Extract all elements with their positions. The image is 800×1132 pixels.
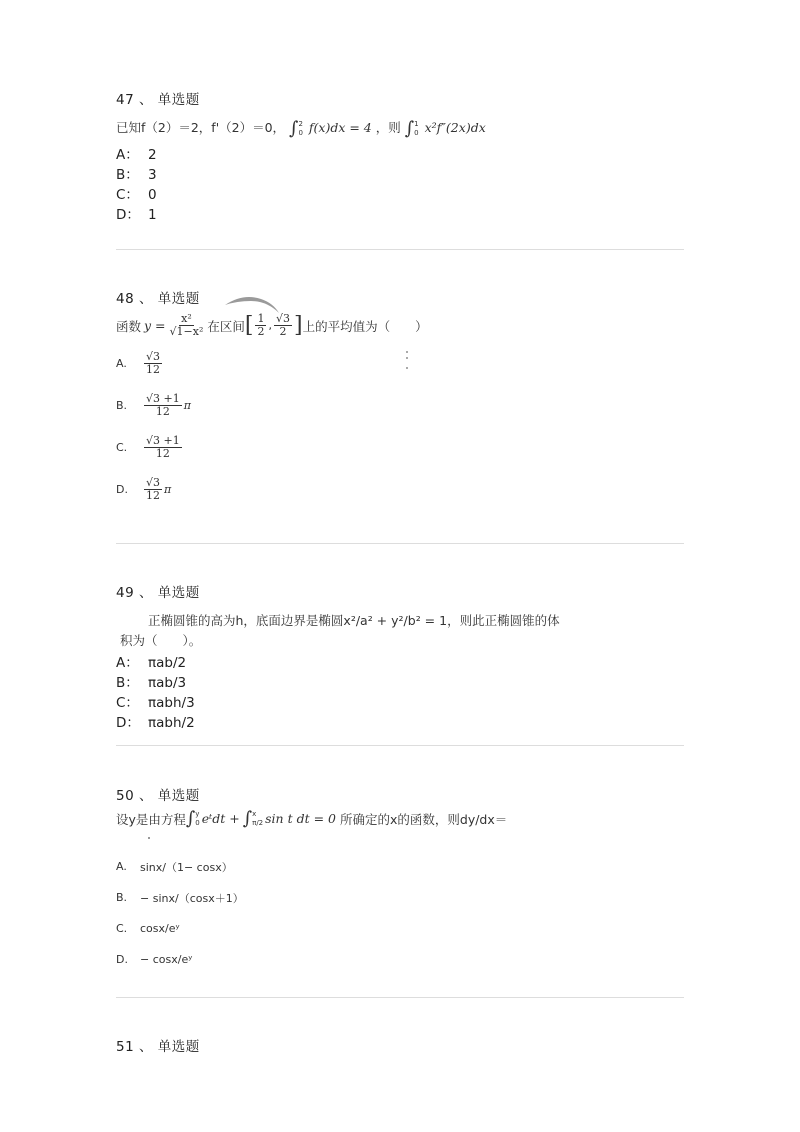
numerator: 1 (257, 312, 265, 325)
options-list (116, 145, 686, 225)
option-c[interactable] (116, 185, 686, 205)
stem-text: 函数 (116, 318, 142, 334)
denominator: 12 (146, 488, 160, 502)
option-value: 2 (148, 147, 157, 163)
question-49 (116, 581, 686, 733)
option-b[interactable] (116, 882, 686, 913)
stem-fraction (168, 313, 206, 338)
question-header: 47 、 单选题 (116, 92, 200, 108)
stem-text: ，则 (375, 120, 401, 135)
question-47 (116, 88, 686, 225)
option-b[interactable] (116, 384, 686, 426)
options-list (116, 342, 686, 510)
option-value: πab/3 (148, 675, 187, 691)
stem-math: eᵗdt + (201, 811, 240, 826)
option-a[interactable] (116, 342, 686, 384)
denominator: 12 (155, 446, 170, 460)
option-value: cosx/eʸ (140, 922, 180, 935)
option-c[interactable] (116, 693, 686, 713)
scan-smudge-icon (221, 289, 283, 317)
option-c[interactable] (116, 913, 686, 944)
option-key: A. (116, 860, 127, 873)
option-key: A. (116, 356, 127, 370)
option-d[interactable] (116, 468, 686, 510)
options-list (116, 851, 686, 975)
option-key: B： (116, 167, 139, 183)
divider (116, 543, 684, 544)
denominator: √1−x² (169, 325, 204, 338)
integral-limits (414, 120, 418, 138)
question-stem (116, 808, 686, 829)
option-key: D： (116, 715, 140, 731)
option-key: A： (116, 655, 139, 671)
options-list (116, 653, 686, 733)
option-key: B. (116, 891, 128, 904)
option-tail: π (164, 482, 172, 496)
question-header: 49 、 单选题 (116, 585, 200, 601)
option-key: C. (116, 922, 128, 935)
option-key: C： (116, 187, 139, 203)
numerator: √3 (146, 349, 161, 363)
lower-limit: 0 (414, 128, 419, 137)
integral-limits (298, 120, 302, 138)
question-stem (116, 313, 686, 338)
upper-limit: 1 (414, 119, 419, 128)
option-fraction (144, 393, 182, 418)
question-header: 51 、 单选题 (116, 1039, 200, 1055)
option-value: − cosx/eʸ (140, 953, 193, 966)
option-tail: π (183, 398, 191, 412)
option-value: 3 (148, 167, 157, 183)
stem-text: 上的平均值为（ ） (302, 318, 428, 334)
denominator: 2 (257, 325, 265, 338)
upper-limit: x (252, 809, 257, 818)
stem-text: 在区间 (207, 318, 245, 334)
stem-math: sin t dt = 0 (265, 811, 336, 826)
integral-sign: ∫ (289, 118, 299, 139)
scan-dot (148, 837, 150, 839)
divider (116, 745, 684, 746)
integral-sign: ∫ (242, 808, 253, 829)
denominator: 12 (155, 404, 170, 418)
option-d[interactable] (116, 205, 686, 225)
option-fraction (144, 435, 182, 460)
lower-limit: π/2 (252, 818, 264, 827)
scan-dots (406, 351, 409, 371)
divider (116, 997, 684, 998)
option-value: 1 (148, 207, 157, 223)
option-value: 0 (148, 187, 157, 203)
lower-limit: 0 (298, 128, 303, 137)
option-a[interactable] (116, 851, 686, 882)
option-fraction (144, 477, 162, 502)
question-51 (116, 1035, 686, 1055)
option-d[interactable] (116, 713, 686, 733)
option-key: A： (116, 147, 139, 163)
option-value: πabh/2 (148, 715, 195, 731)
bracket-left: [ (244, 312, 254, 338)
numerator: √3 +1 (146, 433, 180, 447)
question-header: 50 、 单选题 (116, 788, 200, 804)
numerator: x² (181, 312, 192, 325)
option-c[interactable] (116, 426, 686, 468)
option-key: D： (116, 207, 140, 223)
question-48 (116, 287, 686, 510)
stem-text: 设y是由方程 (116, 811, 186, 827)
stem-math: x²f″(2x)dx (424, 120, 486, 135)
question-header: 48 、 单选题 (116, 291, 200, 307)
integral-limits (195, 810, 199, 828)
divider (116, 249, 684, 250)
denominator: 12 (146, 362, 160, 376)
option-b[interactable] (116, 165, 686, 185)
question-stem-line2: 积为（ ）。 (120, 633, 202, 648)
interval-comma: , (268, 319, 272, 332)
integral-limits (252, 810, 263, 828)
option-key: B. (116, 398, 128, 412)
option-a[interactable] (116, 653, 686, 673)
option-value: πab/2 (148, 655, 187, 671)
option-a[interactable] (116, 145, 686, 165)
upper-limit: y (195, 809, 200, 818)
question-50 (116, 784, 686, 975)
option-b[interactable] (116, 673, 686, 693)
option-key: D. (116, 482, 128, 496)
integral-sign: ∫ (404, 118, 415, 139)
option-key: D. (116, 953, 128, 966)
option-value: − sinx/（cosx＋1） (140, 891, 244, 905)
lower-limit: 0 (195, 818, 200, 827)
upper-limit: 2 (298, 119, 303, 128)
option-d[interactable] (116, 944, 686, 975)
option-key: B： (116, 675, 139, 691)
question-stem-line1: 正椭圆锥的高为h，底面边界是椭圆x²/a² + y²/b² = 1，则此正椭圆锥的体 (148, 613, 560, 628)
stem-math: f(x)dx = 4 (308, 120, 372, 135)
question-stem (116, 118, 686, 139)
option-key: C. (116, 440, 128, 454)
stem-text: 所确定的x的函数，则dy/dx＝ (339, 811, 508, 827)
numerator: √3 (146, 475, 161, 489)
option-value: sinx/（1− cosx） (140, 860, 233, 874)
stem-math: y = (144, 318, 166, 333)
stem-text: 已知f（2）＝2，f'（2）＝0， (116, 120, 286, 135)
numerator: √3 (275, 312, 290, 325)
bracket-right: ] (294, 312, 303, 338)
option-key: C： (116, 695, 139, 711)
numerator: √3 +1 (146, 391, 180, 405)
option-fraction (144, 351, 162, 376)
integral-sign: ∫ (185, 808, 196, 829)
denominator: 2 (279, 325, 287, 338)
option-value: πabh/3 (148, 695, 195, 711)
